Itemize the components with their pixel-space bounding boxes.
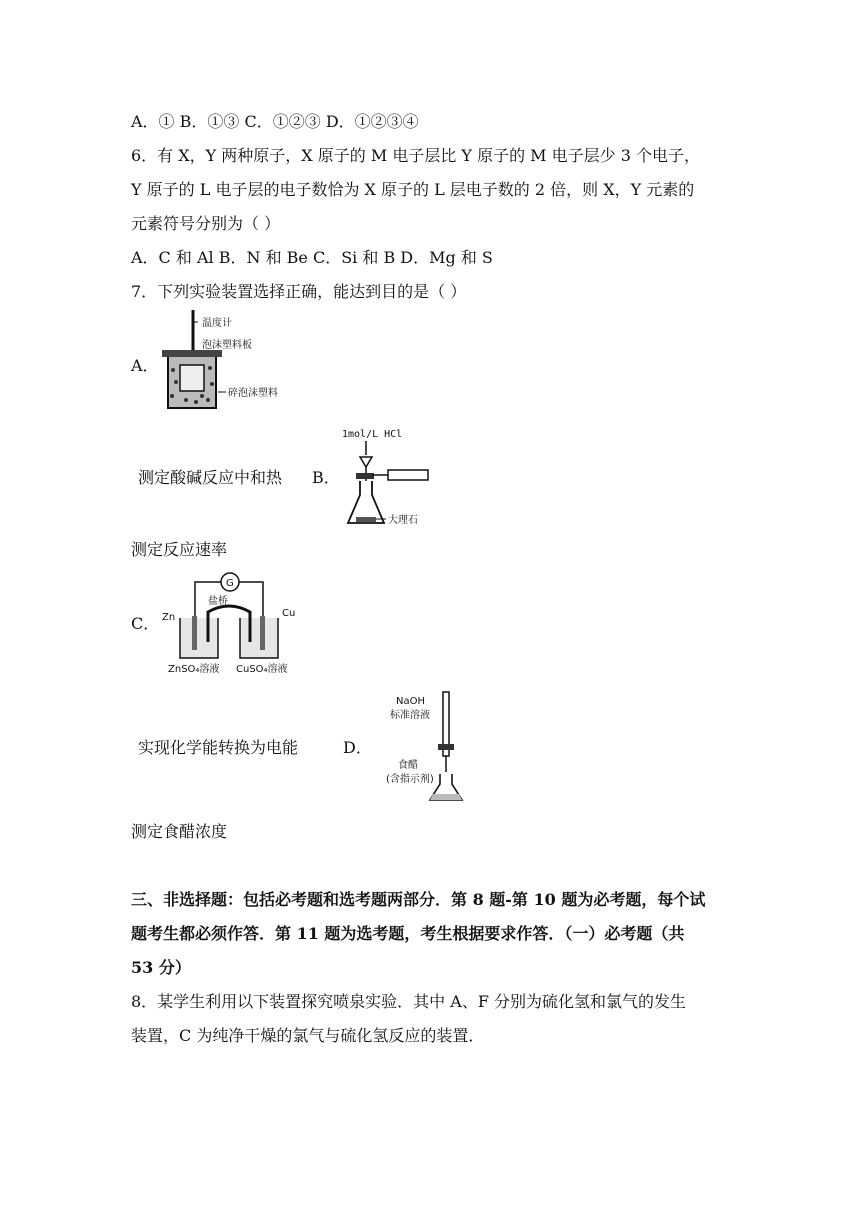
foam-pieces-label: 碎泡沫塑料 [228, 388, 278, 399]
galvanometer-label: G [226, 578, 234, 589]
standard-solution-label: 标准溶液 [390, 710, 430, 721]
q6-options: A．C 和 Al B．N 和 Be C．Si 和 B D．Mg 和 S [131, 248, 493, 267]
calorimeter-figure [158, 310, 288, 415]
q7-option-b-letter: B． [312, 468, 340, 487]
section3-heading-line2: 题考生都必须作答．第 11 题为选考题，考生根据要求作答．（一）必考题（共 [131, 924, 685, 943]
q7-option-c-caption: 实现化学能转换为电能 [138, 738, 299, 757]
q6-stem-line2: Y 原子的 L 电子层的电子数恰为 X 原子的 L 层电子数的 2 倍，则 X，Y 元素的 [131, 180, 695, 199]
vinegar-label: 食醋 [398, 760, 418, 771]
zinc-electrode-label: Zn [162, 612, 176, 623]
q7-option-d-caption: 测定食醋浓度 [131, 822, 228, 841]
q8-stem-line1: 8．某学生利用以下装置探究喷泉实验．其中 A、F 分别为硫化氢和氯气的发生 [131, 992, 687, 1011]
copper-electrode-label: Cu [282, 608, 296, 619]
q7-option-a-letter: A． [131, 356, 159, 375]
marble-label: 大理石 [388, 515, 418, 526]
thermometer-label: 温度计 [202, 318, 232, 329]
galvanic-cell-figure [160, 570, 310, 675]
hcl-label: 1mol/L HCl [342, 429, 403, 440]
q7-option-a-caption: 测定酸碱反应中和热 [138, 468, 283, 487]
cuso4-label: CuSO₄溶液 [236, 664, 288, 675]
naoh-label: NaOH [396, 696, 425, 707]
znso4-label: ZnSO₄溶液 [168, 664, 220, 675]
q7-option-b-caption: 测定反应速率 [131, 540, 228, 559]
q6-stem-line3: 元素符号分别为（ ） [131, 214, 281, 233]
titration-figure [366, 690, 476, 805]
q5-options: A．① B．①③ C．①②③ D．①②③④ [131, 112, 419, 131]
q7-option-d-letter: D． [343, 738, 372, 757]
section3-heading-line1: 三、非选择题：包括必考题和选考题两部分．第 8 题-第 10 题为必考题，每个试 [131, 890, 706, 909]
q6-stem-line1: 6．有 X，Y 两种原子，X 原子的 M 电子层比 Y 原子的 M 电子层少 3 个电子， [131, 146, 700, 165]
section3-heading-line3: 53 分） [131, 958, 191, 977]
q7-option-c-letter: C． [131, 614, 160, 633]
salt-bridge-label: 盐桥 [208, 596, 228, 607]
indicator-label: (含指示剂) [386, 774, 434, 785]
q8-stem-line2: 装置，C 为纯净干燥的氯气与硫化氢反应的装置． [131, 1026, 485, 1045]
reaction-rate-figure [336, 425, 446, 530]
q7-stem: 7．下列实验装置选择正确，能达到目的是（ ） [131, 282, 467, 301]
foam-board-label: 泡沫塑料板 [202, 340, 252, 351]
